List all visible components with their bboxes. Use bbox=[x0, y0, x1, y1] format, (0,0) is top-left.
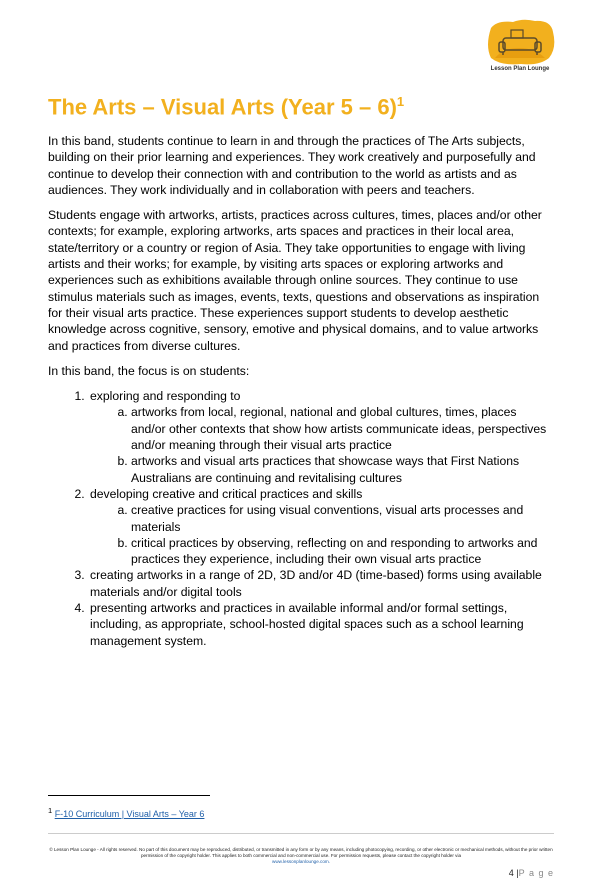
page-number-value: 4 bbox=[508, 868, 514, 878]
footnote-mark: 1 bbox=[48, 806, 53, 815]
footnote-divider bbox=[48, 795, 210, 796]
focus-subitem: a. creative practices for using visual conventions, visual arts processes and materials bbox=[131, 502, 554, 535]
main-content bbox=[48, 133, 554, 649]
focus-sublist bbox=[90, 502, 554, 567]
page-title bbox=[48, 94, 404, 120]
focus-intro: In this band, the focus is on students: bbox=[48, 363, 250, 378]
footer-divider bbox=[48, 833, 554, 834]
focus-item-text: exploring and responding to bbox=[90, 389, 241, 404]
focus-subitem: b. critical practices by observing, reflecting on and responding to artworks and practices they experience, including their own visual arts practice bbox=[131, 535, 554, 568]
footnote bbox=[48, 806, 204, 819]
copyright-link[interactable]: www.lessonplanlounge.com. bbox=[272, 859, 330, 864]
copyright-notice bbox=[48, 847, 554, 865]
page-number bbox=[509, 868, 554, 878]
page-separator: | bbox=[516, 868, 519, 878]
focus-item bbox=[88, 567, 554, 600]
intro-paragraph: In this band, students continue to learn in and through the practices of The Arts subjects, building on their prior learning and experiences. They work creatively and purposefully and continue to develop their connection with and contribution to the world as artists and as audiences. They work individually and in collaboration with peers and teachers. bbox=[48, 134, 536, 197]
title-footnote-mark: 1 bbox=[396, 94, 405, 109]
focus-item bbox=[88, 486, 554, 567]
focus-item bbox=[88, 600, 554, 649]
focus-subitem: a. artworks from local, regional, national and global cultures, times, places and/or other contexts that show how artists communicate ideas, perspectives and/or meaning through their visual arts practice bbox=[131, 404, 554, 453]
page-label: P a g e bbox=[518, 868, 554, 878]
page-title-text: The Arts – Visual Arts (Year 5 – 6) bbox=[48, 94, 397, 120]
focus-item-text: developing creative and critical practices and skills bbox=[90, 486, 363, 501]
focus-item-text: presenting artworks and practices in available informal and/or formal settings, including, as appropriate, school-hosted digital spaces such as a school learning management system. bbox=[90, 601, 524, 648]
focus-item-text: creating artworks in a range of 2D, 3D and/or 4D (time-based) forms using available materials and/or digital tools bbox=[90, 568, 542, 599]
focus-sublist bbox=[90, 404, 554, 485]
footnote-link[interactable]: F-10 Curriculum | Visual Arts – Year 6 bbox=[54, 809, 205, 819]
focus-subitem: b. artworks and visual arts practices that showcase ways that First Nations Australians are continuing and revitalising cultures bbox=[131, 453, 554, 486]
focus-item bbox=[88, 388, 554, 486]
logo-brand-name: Lesson Plan Lounge bbox=[490, 66, 550, 72]
copyright-text: © Lesson Plan Lounge - All rights reserved. No part of this document may be reproduced, distributed, or transmitted in any form or by any means, including photocopying, recording, or other electronic or mechanical methods, without the prior written permission of the copyright holder. This applies to both commercial and non-commercial use. For permission requests, please contact the copyright holder via bbox=[49, 847, 553, 858]
focus-list bbox=[48, 388, 554, 649]
engagement-paragraph: Students engage with artworks, artists, practices across cultures, times, places and/or other contexts; for example, exploring artworks, arts spaces and practices in their local area, state/territory or a country or region of Asia. They take opportunities to engage with living artists and their works; for example, by visiting arts spaces or exploring artworks and experiences such as exhibitions available through online sources. They continue to use stimulus materials such as images, events, texts, questions and observations as inspiration for their visual arts practice. These experiences support students to develop aesthetic knowledge across cognitive, sensory, emotive and physical domains, and to value artworks and practices from diverse cultures. bbox=[48, 208, 542, 353]
